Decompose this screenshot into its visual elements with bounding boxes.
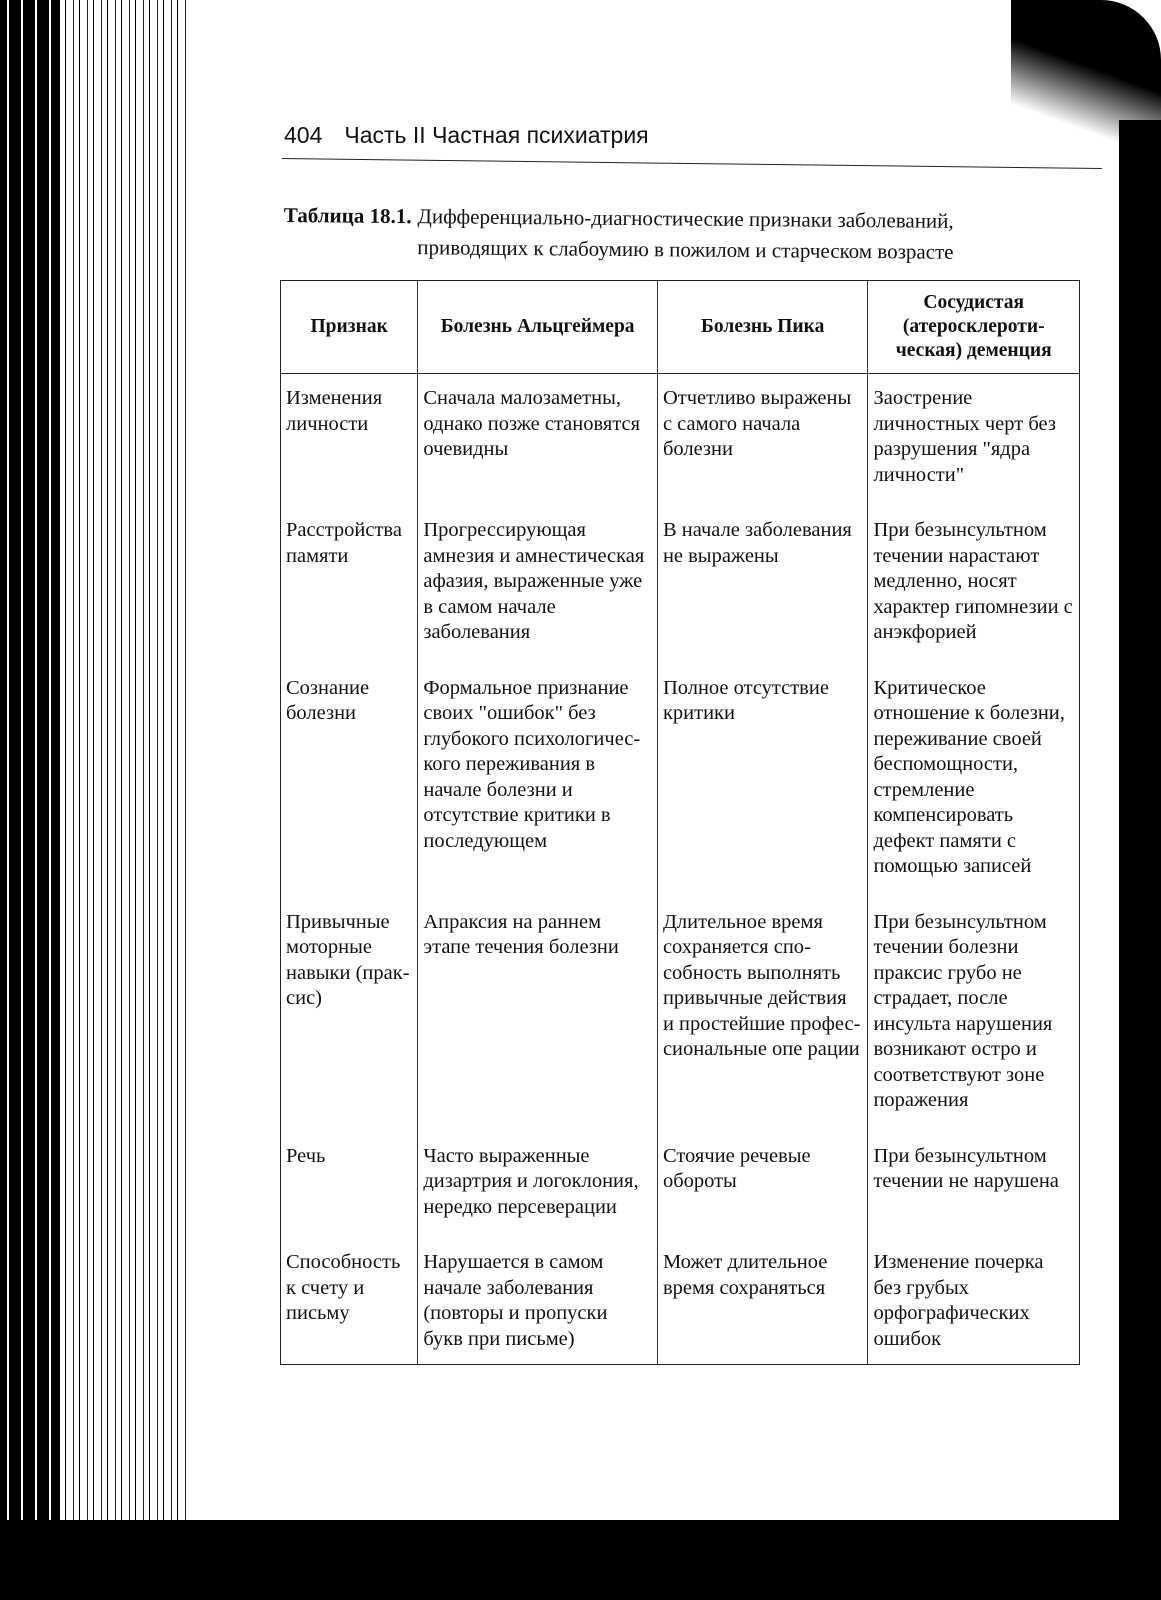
table-cell-alzheimer: Формальное признание своих "ошибок" без глубокого психологического переживания в начале болезни и отсутствие критики в последующем	[418, 666, 658, 900]
table-cell-vascular: При безынсультном течении не нарушена	[868, 1134, 1080, 1241]
table-cell-vascular: Заострение личностных черт без разрушения "ядра личности"	[868, 374, 1080, 509]
table-cell-sign: Привычные моторные навыки (праксис)	[281, 900, 418, 1134]
table-caption-text: Дифференциально-диагностические признаки заболеваний, приводящих к слабоумию в пожилом и старческом возрасте	[417, 204, 954, 264]
table-cell-vascular: Критическое отношение к болезни, переживание своей беспомощности, стремление компенсировать дефект памяти с помощью записей	[868, 666, 1080, 900]
table-cell-pick: В начале заболевания не выражены	[657, 508, 868, 666]
header-cell-alzheimer: Болезнь Альцгеймера	[418, 281, 658, 374]
table-cell-pick: Длительное время сохраняется способность выполнять привычные действия и простейшие профессиональные опе рации	[657, 900, 868, 1134]
table-cell-pick: Полное отсутствие критики	[657, 666, 868, 900]
table-cell-vascular: При безынсультном течении болезни праксис грубо не страдает, после инсульта нарушения возникают остро и соответствуют зоне поражения	[868, 900, 1080, 1134]
header-cell-vascular: Сосудистая (атеросклеротическая) деменция	[868, 281, 1080, 374]
table-row	[281, 1134, 1080, 1241]
book-spine-shadow	[0, 0, 60, 1600]
table-cell-pick: Стоячие речевые обороты	[657, 1134, 868, 1241]
table-row	[281, 374, 1080, 509]
header-cell-pick: Болезнь Пика	[657, 281, 868, 374]
table-cell-sign: Изменения личности	[281, 374, 418, 509]
bottom-shadow	[0, 1520, 1161, 1600]
table-cell-vascular: Изменение почерка без грубых орфографических ошибок	[868, 1240, 1080, 1365]
running-head	[284, 122, 1064, 149]
table-cell-sign: Сознание болезни	[281, 666, 418, 900]
differential-diagnosis-table	[280, 280, 1080, 1365]
table-cell-alzheimer: Часто выраженные дизартрия и логоклония, нередко персеверации	[418, 1134, 658, 1241]
header-cell-sign: Признак	[281, 281, 418, 374]
table-label: Таблица 18.1.	[283, 202, 412, 229]
table-row	[281, 900, 1080, 1134]
table-cell-vascular: При безынсультном течении нарастают медленно, носят характер гипомнезии с анэкфорией	[868, 508, 1080, 666]
table-cell-alzheimer: Сначала малозаметны, однако позже становятся очевидны	[418, 374, 658, 509]
table-cell-alzheimer: Нарушается в самом начале заболевания (повторы и пропуски букв при письме)	[418, 1240, 658, 1365]
table-cell-pick: Может длительное время сохраняться	[657, 1240, 868, 1365]
table-cell-sign: Речь	[281, 1134, 418, 1241]
table-header-row	[281, 281, 1080, 374]
table-cell-alzheimer: Прогрессирующая амнезия и амнестическая афазия, выраженные уже в самом начале заболевания	[418, 508, 658, 666]
table-caption	[283, 200, 1064, 269]
table-cell-sign: Расстройства памяти	[281, 508, 418, 666]
table-row	[281, 1240, 1080, 1365]
page-number: 404	[284, 122, 323, 148]
running-title: Часть II Частная психиатрия	[344, 122, 649, 148]
table-cell-sign: Способность к счету и письму	[281, 1240, 418, 1365]
table-row	[281, 508, 1080, 666]
table-cell-alzheimer: Апраксия на раннем этапе течения болезни	[418, 900, 658, 1134]
table-row	[281, 666, 1080, 900]
right-edge-shadow	[1119, 120, 1161, 1520]
table-cell-pick: Отчетливо выражены с самого начала болезни	[657, 374, 868, 509]
